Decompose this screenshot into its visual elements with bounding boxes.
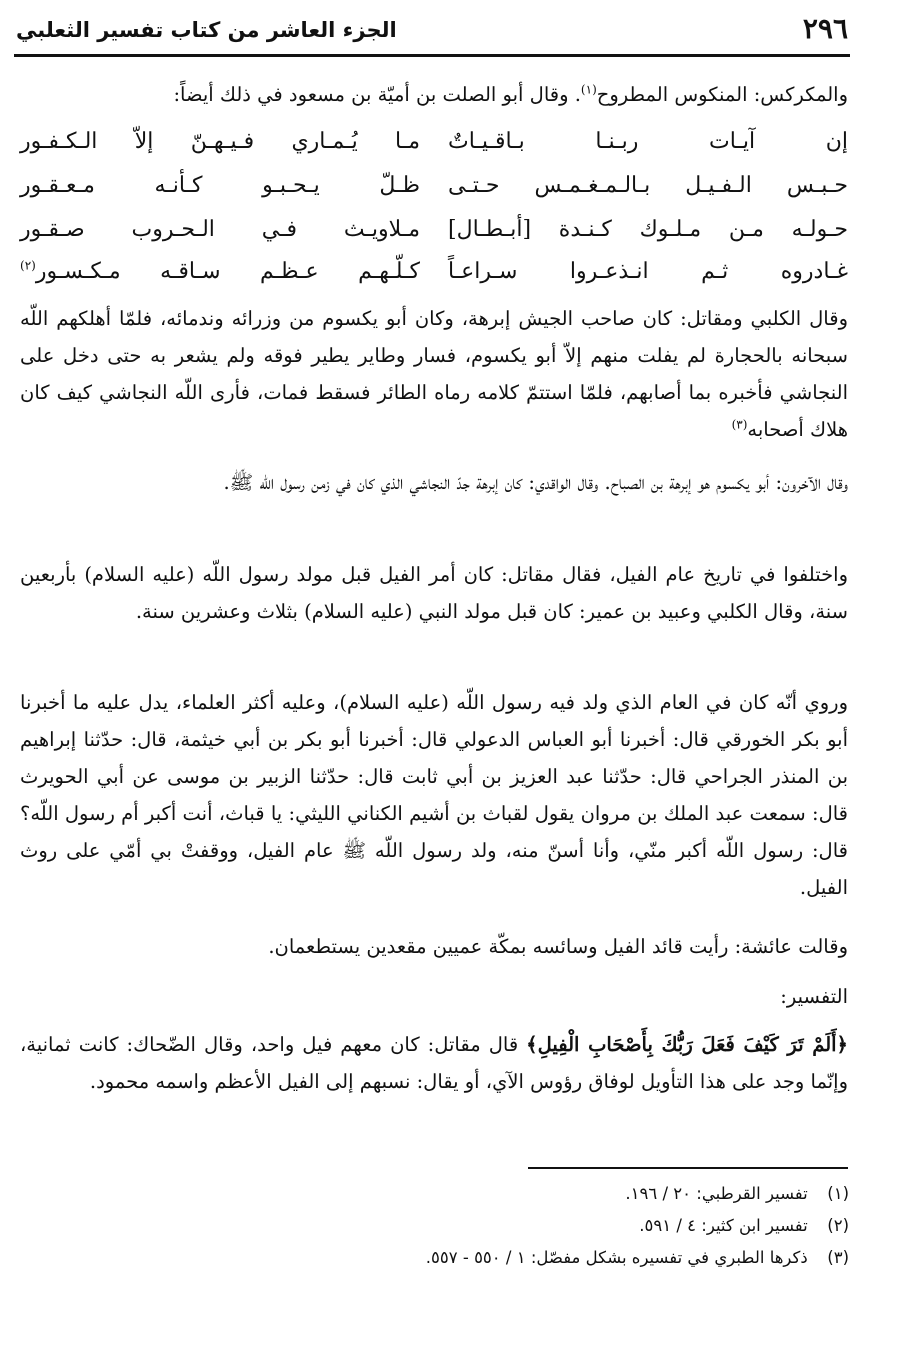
footnote-ref[interactable]: (١) bbox=[580, 82, 597, 97]
page-number: ٢٩٦ bbox=[802, 12, 848, 45]
paragraph-akharun: وقال الآخرون: أبو يكسوم هو إبرهة بن الصباح. وقال الواقدي: كان إبرهة جدّ النجاشي الذي كان في زمن رسول اللّه ﷺ. bbox=[223, 471, 848, 494]
paragraph-text: قال مقاتل: كان معهم فيل واحد، وقال الضّحاك: كانت ثمانية، وإنّما وجد على هذا التأويل لوفاق رؤوس الآي، أو يقال: نسبهم إلى الفيل الأعظم واسمه محمود. bbox=[20, 1033, 848, 1093]
verse-text: كـلّـهـم عـظـم سـاقـه مـكـسـور bbox=[35, 259, 420, 284]
section-heading-tafsir: التفسير: bbox=[780, 985, 848, 1008]
verse-line bbox=[20, 252, 848, 292]
paragraph-tafsir bbox=[20, 1026, 848, 1100]
quran-verse: ﴿أَلَمْ تَرَ كَيْفَ فَعَلَ رَبُّكَ بِأَصْحَابِ الْفِيلِ﴾ bbox=[526, 1033, 848, 1056]
verse-line bbox=[20, 210, 848, 250]
footnote-number: (١) bbox=[827, 1184, 849, 1203]
verse-second-hemistich: مـا يُـمـاري فـيـهـنّ إلاّ الـكـفـور bbox=[20, 129, 420, 154]
intro-text: والمكركس: المنكوس المطروح bbox=[596, 83, 848, 106]
verse-line bbox=[20, 166, 848, 206]
verse-line bbox=[20, 122, 848, 162]
verse-second-hemistich: مـلاويـث فـي الـحـروب صـقـور bbox=[20, 217, 420, 242]
footnote bbox=[89, 1244, 849, 1272]
footnote-text: تفسير القرطبي: ٢٠ / ١٩٦. bbox=[625, 1184, 808, 1203]
paragraph-kalbi bbox=[20, 300, 848, 448]
verse-second-hemistich bbox=[20, 252, 420, 292]
paragraph-text: وقال الكلبي ومقاتل: كان صاحب الجيش إبرهة، وكان أبو يكسوم من وزرائه وندمائه، فلمّا أهلكهم اللّه سبحانه بالحجارة لم يفلت منهم إلاّ أبو يكسوم، فسار وطاير يطير فوقه ولم يشعر به حتى دخل على النجاشي فأخبره بما أصابهم، فلمّا استتمّ كلامه رماه الطائر فسقط فمات، فأرى اللّه النجاشي كيف كان هلاك أصحابه bbox=[20, 307, 848, 441]
footnote bbox=[89, 1212, 849, 1240]
paragraph-ikhtalafu: واختلفوا في تاريخ عام الفيل، فقال مقاتل: كان أمر الفيل قبل مولد رسول اللّه (عليه السلام) بأربعين سنة، وقال الكلبي وعبيد بن عمير: كان قبل مولد النبي (عليه السلام) بثلاث وعشرين سنة. bbox=[20, 563, 848, 623]
footnote-text: تفسير ابن كثير: ٤ / ٥٩١. bbox=[639, 1216, 808, 1235]
footnote-text: ذكرها الطبري في تفسيره بشكل مفصّل: ١ / ٥٥٠ - ٥٥٧. bbox=[425, 1248, 808, 1267]
footnote bbox=[89, 1180, 849, 1208]
verse-first-hemistich: غـادروه ثـم انـذعـروا سـراعـاً bbox=[448, 259, 848, 284]
page-header bbox=[14, 8, 850, 57]
intro-paragraph bbox=[20, 76, 848, 113]
footnote-number: (٢) bbox=[827, 1216, 849, 1235]
running-title: الجزء العاشر من كتاب تفسير الثعلبي bbox=[16, 18, 397, 42]
verse-second-hemistich: ظـلّ يـحـبـو كـأنـه مـعـقـور bbox=[20, 173, 420, 198]
verse-first-hemistich: حـولـه مـن مـلـوك كـنـدة [أبـطـال] bbox=[448, 217, 848, 242]
verse-first-hemistich: إن آيـات ربـنـا بـاقـيـاتٌ bbox=[448, 129, 848, 154]
footnote-ref[interactable]: (٣) bbox=[731, 417, 748, 432]
verse-first-hemistich: حـبـس الـفـيـل بـالـمـغـمـس حـتـى bbox=[448, 173, 848, 198]
paragraph-aisha: وقالت عائشة: رأيت قائد الفيل وسائسه بمكّة عميين مقعدين يستطعمان. bbox=[268, 935, 848, 958]
footnote-number: (٣) bbox=[827, 1248, 849, 1267]
intro-text-cont: . وقال أبو الصلت بن أميّة بن مسعود في ذلك أيضاً: bbox=[173, 83, 581, 106]
footnote-divider bbox=[528, 1167, 848, 1169]
footnote-ref[interactable]: (٢) bbox=[20, 258, 36, 273]
paragraph-riwaya: وروي أنّه كان في العام الذي ولد فيه رسول اللّه (عليه السلام)، وعليه أكثر العلماء، يدل عليه ما أخبرنا أبو بكر الخورقي قال: أخبرنا أبو العباس الدعولي قال: أخبرنا أبو بكر بن أبي خيثمة، قال: حدّثنا إبراهيم بن المنذر الجراحي قال: حدّثنا عبد العزيز بن أبي ثابت قال: حدّثنا الزبير بن موسى عن أبي الحويرث قال: سمعت عبد الملك بن مروان يقول لقباث بن أشيم الكناني الليثي: يا قباث، أنت أكبر أم رسول اللّه؟ قال: رسول اللّه أكبر منّي، وأنا أسنّ منه، ولد رسول اللّه ﷺ عام الفيل، ووقفتْ بي أمّي على روث الفيل. bbox=[20, 691, 848, 899]
